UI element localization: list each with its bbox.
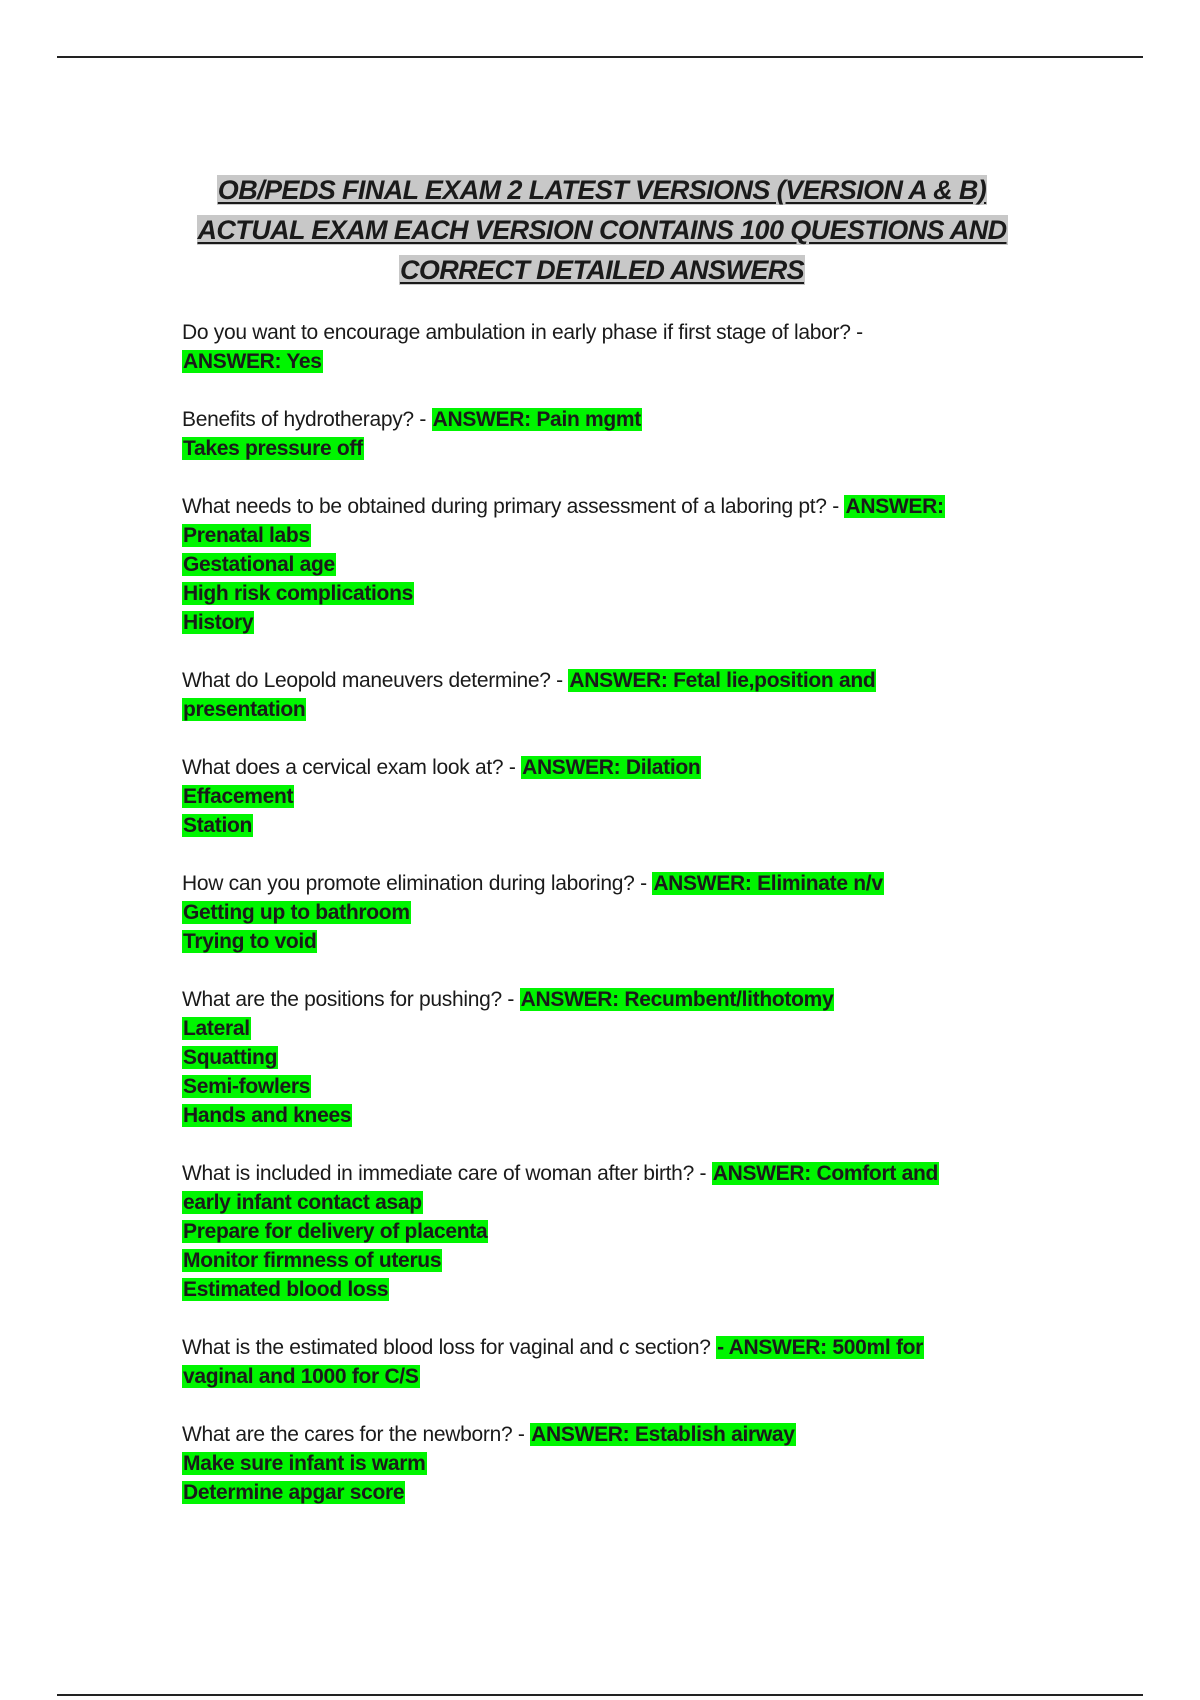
title-line: ACTUAL EXAM EACH VERSION CONTAINS 100 QUESTIONS AND (197, 215, 1007, 245)
answer-highlight: Station (183, 814, 253, 837)
answer-line (182, 434, 1022, 463)
answer-highlight: Takes pressure off (183, 437, 363, 460)
question-text: What is the estimated blood loss for vaginal and c section? (182, 1336, 711, 1359)
answer-highlight: Gestational age (183, 553, 335, 576)
answer-highlight: Hands and knees (183, 1104, 352, 1127)
qa-item (182, 1420, 1022, 1507)
answer-line (182, 347, 1022, 376)
answer-highlight: ANSWER: Establish airway (531, 1423, 795, 1446)
answer-line (182, 927, 1022, 956)
qa-item (182, 869, 1022, 956)
answer-line (182, 1014, 1022, 1043)
question-text: Do you want to encourage ambulation in early phase if first stage of labor? - (182, 321, 863, 344)
answer-line (182, 1275, 1022, 1304)
answer-highlight: Trying to void (183, 930, 317, 953)
answer-highlight: Getting up to bathroom (183, 901, 410, 924)
question-text: What are the cares for the newborn? - (182, 1423, 525, 1446)
qa-item (182, 985, 1022, 1130)
answer-line (182, 1246, 1022, 1275)
question-text: What do Leopold maneuvers determine? - (182, 669, 563, 692)
answer-highlight: ANSWER: Yes (183, 350, 322, 373)
answer-line (182, 1449, 1022, 1478)
answer-highlight: ANSWER: Dilation (522, 756, 701, 779)
answer-highlight: Prepare for delivery of placenta (183, 1220, 488, 1243)
answer-line (182, 1072, 1022, 1101)
footer-rule (57, 1694, 1143, 1696)
answer-highlight: presentation (183, 698, 306, 721)
answer-highlight: Lateral (183, 1017, 250, 1040)
qa-item (182, 1333, 1022, 1391)
answer-line (182, 1101, 1022, 1130)
answer-line (182, 782, 1022, 811)
answer-highlight: Monitor firmness of uterus (183, 1249, 442, 1272)
answer-line (182, 811, 1022, 840)
answer-line (182, 1362, 1022, 1391)
question-text: What needs to be obtained during primary assessment of a laboring pt? - (182, 495, 839, 518)
answer-line (182, 579, 1022, 608)
qa-item (182, 1159, 1022, 1304)
answer-highlight: vaginal and 1000 for C/S (183, 1365, 419, 1388)
answer-highlight: Estimated blood loss (183, 1278, 389, 1301)
qa-item (182, 492, 1022, 637)
answer-line (182, 1188, 1022, 1217)
answer-line (182, 1478, 1022, 1507)
answer-highlight: High risk complications (183, 582, 413, 605)
answer-highlight: ANSWER: (845, 495, 944, 518)
qa-item (182, 318, 1022, 376)
document-title (182, 170, 1022, 290)
qa-item (182, 666, 1022, 724)
title-line: CORRECT DETAILED ANSWERS (399, 255, 805, 285)
answer-highlight: ANSWER: Eliminate n/v (653, 872, 883, 895)
answer-highlight: History (183, 611, 254, 634)
qa-item (182, 753, 1022, 840)
answer-line (182, 521, 1022, 550)
answer-line (182, 1043, 1022, 1072)
answer-highlight: early infant contact asap (183, 1191, 422, 1214)
qa-item (182, 405, 1022, 463)
answer-line (182, 608, 1022, 637)
question-text: Benefits of hydrotherapy? - (182, 408, 427, 431)
document-body (182, 170, 1022, 1536)
question-text: How can you promote elimination during laboring? - (182, 872, 647, 895)
answer-highlight: ANSWER: Pain mgmt (432, 408, 642, 431)
answer-line (182, 550, 1022, 579)
answer-line (182, 695, 1022, 724)
answer-highlight: ANSWER: Fetal lie,position and (569, 669, 876, 692)
answer-highlight: ANSWER: Comfort and (712, 1162, 938, 1185)
answer-highlight: - ANSWER: 500ml for (717, 1336, 924, 1359)
answer-highlight: Effacement (183, 785, 294, 808)
question-text: What is included in immediate care of woman after birth? - (182, 1162, 707, 1185)
answer-highlight: Determine apgar score (183, 1481, 405, 1504)
question-text: What does a cervical exam look at? - (182, 756, 516, 779)
answer-highlight: ANSWER: Recumbent/lithotomy (520, 988, 834, 1011)
title-line: OB/PEDS FINAL EXAM 2 LATEST VERSIONS (VERSION A & B) (217, 175, 987, 205)
answer-highlight: Semi-fowlers (183, 1075, 311, 1098)
answer-highlight: Prenatal labs (183, 524, 310, 547)
answer-highlight: Make sure infant is warm (183, 1452, 426, 1475)
answer-line (182, 1217, 1022, 1246)
qa-list (182, 318, 1022, 1507)
answer-highlight: Squatting (183, 1046, 278, 1069)
question-text: What are the positions for pushing? - (182, 988, 515, 1011)
answer-line (182, 898, 1022, 927)
header-rule (57, 56, 1143, 58)
